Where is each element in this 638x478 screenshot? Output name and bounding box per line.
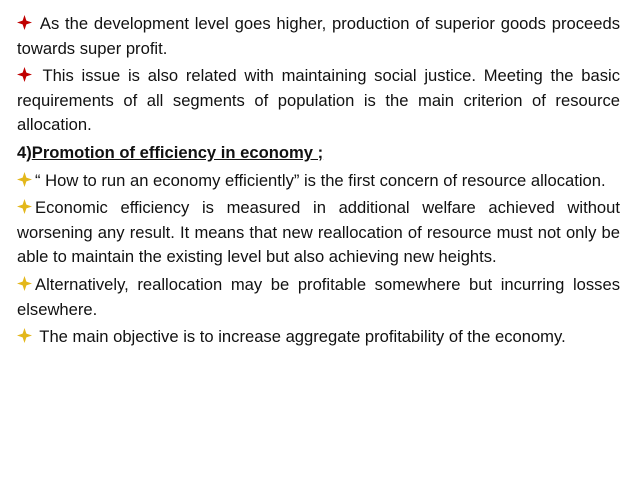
point-text: Economic efficiency is measured in additional welfare achieved without worsening any result. It means that new reallocation of resource must not only be able to maintain the existing level but also achieving new heights. [17, 198, 620, 267]
bullet-point-2 [17, 196, 620, 270]
section-number: 4) [17, 142, 32, 162]
diamond-bullet-icon [17, 276, 32, 291]
slide-body [17, 12, 620, 353]
diamond-bullet-icon [17, 15, 32, 30]
point-text: Alternatively, reallocation may be profitable somewhere but incurring losses elsewhere. [17, 274, 620, 319]
bullet-point-4 [17, 325, 620, 350]
bullet-point-3 [17, 273, 620, 322]
diamond-bullet-icon [17, 328, 32, 343]
paragraph-text: As the development level goes higher, production of superior goods proceeds towards super profit. [17, 14, 620, 58]
bullet-paragraph-2 [17, 64, 620, 138]
diamond-bullet-icon [17, 172, 32, 187]
section-title: Promotion of efficiency in economy ; [31, 142, 324, 162]
paragraph-text: This issue is also related with maintaining social justice. Meeting the basic requirements of all segments of population is the main criterion of resource allocation. [17, 66, 620, 135]
bullet-paragraph-1 [17, 12, 620, 61]
diamond-bullet-icon [17, 199, 32, 214]
bullet-point-1 [17, 169, 620, 194]
point-text: “ How to run an economy efficiently” is the first concern of resource allocation. [35, 170, 606, 190]
point-text: The main objective is to increase aggregate profitability of the economy. [35, 327, 566, 347]
diamond-bullet-icon [17, 67, 32, 82]
section-heading [17, 141, 620, 166]
